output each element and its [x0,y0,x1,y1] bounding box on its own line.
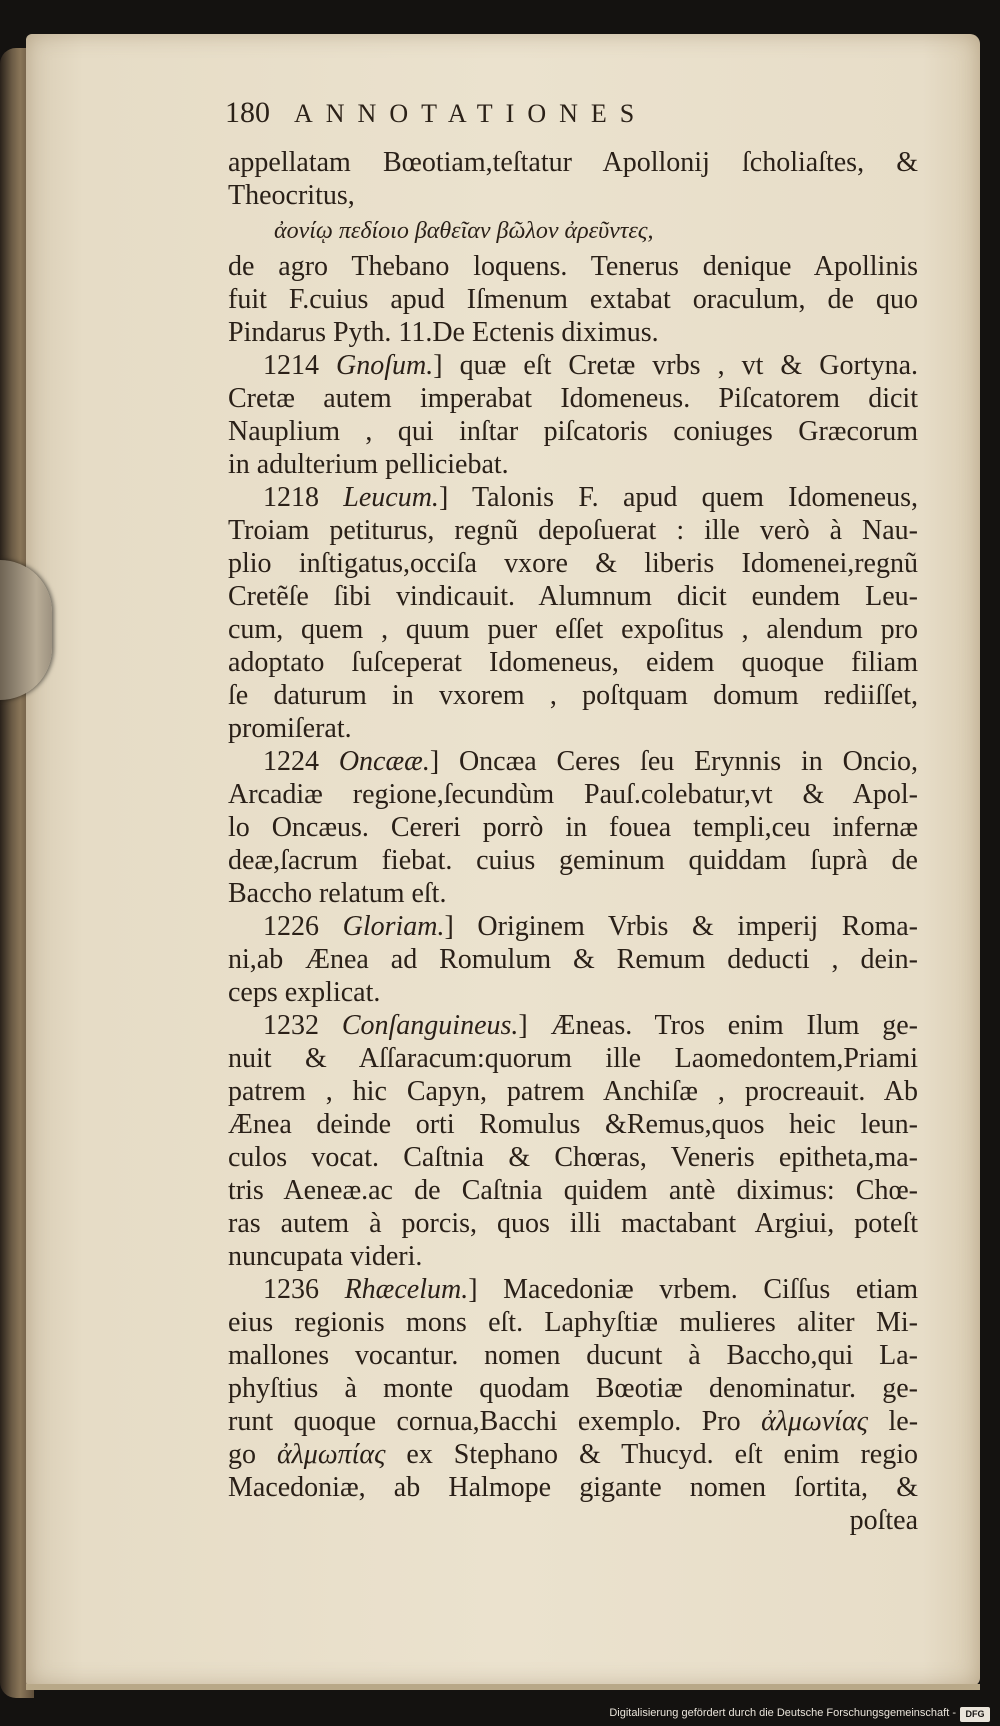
text-line: lo Oncæus. Cereri porrò in fouea templi,ceu infernæ [228,812,918,843]
text-line: ras autem à porcis, quos illi mactabant Argiui, poteſt [228,1208,918,1239]
lemma: Gloriam. [342,911,445,942]
catchword: poſtea [849,1505,918,1536]
lemma: Leucum. [343,482,439,513]
text-line: deæ,ſacrum fiebat. cuius geminum quiddam ſuprà de [228,845,918,876]
entry-text: ] Originem Vrbis & imperij Roma- [444,911,918,942]
entry-text: ] quæ eſt Cretæ vrbs , vt & Gortyna. [433,350,918,381]
annotation-entry-1236 [228,1273,918,1306]
digitization-note: Digitalisierung gefördert durch die Deutsche Forschungsgemeinschaft - [609,1707,956,1719]
text-line: Arcadiæ regione,ſecundùm Pauſ.colebatur,vt & Apol- [228,779,918,810]
catchword-line [228,1504,918,1537]
annotation-entry-1214 [228,349,918,382]
text-segment: runt quoque cornua,Bacchi exemplo. Pro [228,1406,741,1437]
text-segment: le- [888,1406,918,1437]
lemma: Conſanguineus. [341,1010,519,1041]
annotation-entry-1224 [228,745,918,778]
text-line: in adulterium pelliciebat. [228,449,509,480]
page-bottom-edge [26,1684,980,1690]
text-line: nuncupata videri. [228,1241,423,1272]
dfg-logo-icon: DFG [960,1707,990,1722]
greek-word: ἀλμωπίας [276,1439,386,1470]
text-line: adoptato ſuſceperat Idomeneus, eidem quoque filiam [228,647,918,678]
text-line: Theocritus, [228,180,355,211]
text-line: fuit F.cuius apud Iſmenum extabat oraculum, de quo [228,284,918,315]
text-line: ni,ab Ænea ad Romulum & Remum deducti , dein- [228,944,918,975]
line-number: 1236 [263,1274,319,1305]
text-line: plio inſtigatus,occiſa vxore & liberis Idomenei,regnũ [228,548,918,579]
text-line: Nauplium , qui inſtar piſcatoris coniuges Græcorum [228,416,918,447]
annotation-entry-1226 [228,910,918,943]
greek-word: ἀλμωνίας [761,1406,869,1437]
text-line: Macedoniæ, ab Halmope gigante nomen ſortita, & [228,1472,918,1503]
text-line: culos vocat. Caſtnia & Chœras, Veneris epitheta,ma- [228,1142,918,1173]
text-line: Cretẽſe ſibi vindicauit. Alumnum dicit eundem Leu- [228,581,918,612]
text-line: promiſerat. [228,713,352,744]
text-line: Pindarus Pyth. 11.De Ectenis diximus. [228,317,659,348]
entry-text: ] Talonis F. apud quem Idomeneus, [438,482,918,513]
text-line: nuit & Aſſaracum:quorum ille Laomedontem,Priami [228,1043,918,1074]
line-number: 1232 [263,1010,319,1041]
annotation-entry-1218 [228,481,918,514]
text-line: mallones vocantur. nomen ducunt à Baccho,qui La- [228,1340,918,1371]
text-line: cum, quem , quum puer eſſet expoſitus , alendum pro [228,614,918,645]
greek-quotation: ἀονίῳ πεδίοιο βαθεῖαν βῶλον ἀρεῦντες, [274,218,654,244]
text-segment: ex Stephano & Thucyd. eſt enim regio [406,1439,918,1470]
annotation-entry-1232 [228,1009,918,1042]
text-line: Troiam petiturus, regnũ depoſuerat : ille verò à Nau- [228,515,918,546]
text-line: ceps explicat. [228,977,381,1008]
text-line: de agro Thebano loquens. Tenerus denique Apollinis [228,251,918,282]
text-line [228,1438,918,1471]
lemma: Oncææ. [338,746,430,777]
entry-text: ] Oncæa Ceres ſeu Erynnis in Oncio, [429,746,918,777]
line-number: 1226 [263,911,319,942]
page-header [225,96,785,136]
text-line: Ænea deinde orti Romulus &Remus,quos heic leun- [228,1109,918,1140]
text-line: Baccho relatum eſt. [228,878,447,909]
text-line: tris Aeneæ.ac de Caſtnia quidem antè diximus: Chœ- [228,1175,918,1206]
entry-text: ] Macedoniæ vrbem. Ciſſus etiam [468,1274,918,1305]
text-segment: go [228,1439,256,1470]
annotation-text [228,146,918,1537]
page-number: 180 [225,96,270,129]
line-number: 1224 [263,746,319,777]
line-number: 1214 [263,350,319,381]
text-line: appellatam Bœotiam,teſtatur Apollonij ſcholiaſtes, & [228,147,918,178]
line-number: 1218 [263,482,319,513]
text-line: ſe daturum in vxorem , poſtquam domum rediiſſet, [228,680,918,711]
text-line: phyſtius à monte quodam Bœotiæ denominatur. ge- [228,1373,918,1404]
text-line: patrem , hic Capyn, patrem Anchiſæ , procreauit. Ab [228,1076,918,1107]
entry-text: ] Æneas. Tros enim Ilum ge- [518,1010,918,1041]
text-line: Cretæ autem imperabat Idomeneus. Piſcatorem dicit [228,383,918,414]
text-line [228,1405,918,1438]
text-line: eius regionis mons eſt. Laphyſtiæ mulieres aliter Mi- [228,1307,918,1338]
running-head: ANNOTATIONES [294,99,648,128]
lemma: Gnoſum. [336,350,434,381]
lemma: Rhæcelum. [344,1274,469,1305]
